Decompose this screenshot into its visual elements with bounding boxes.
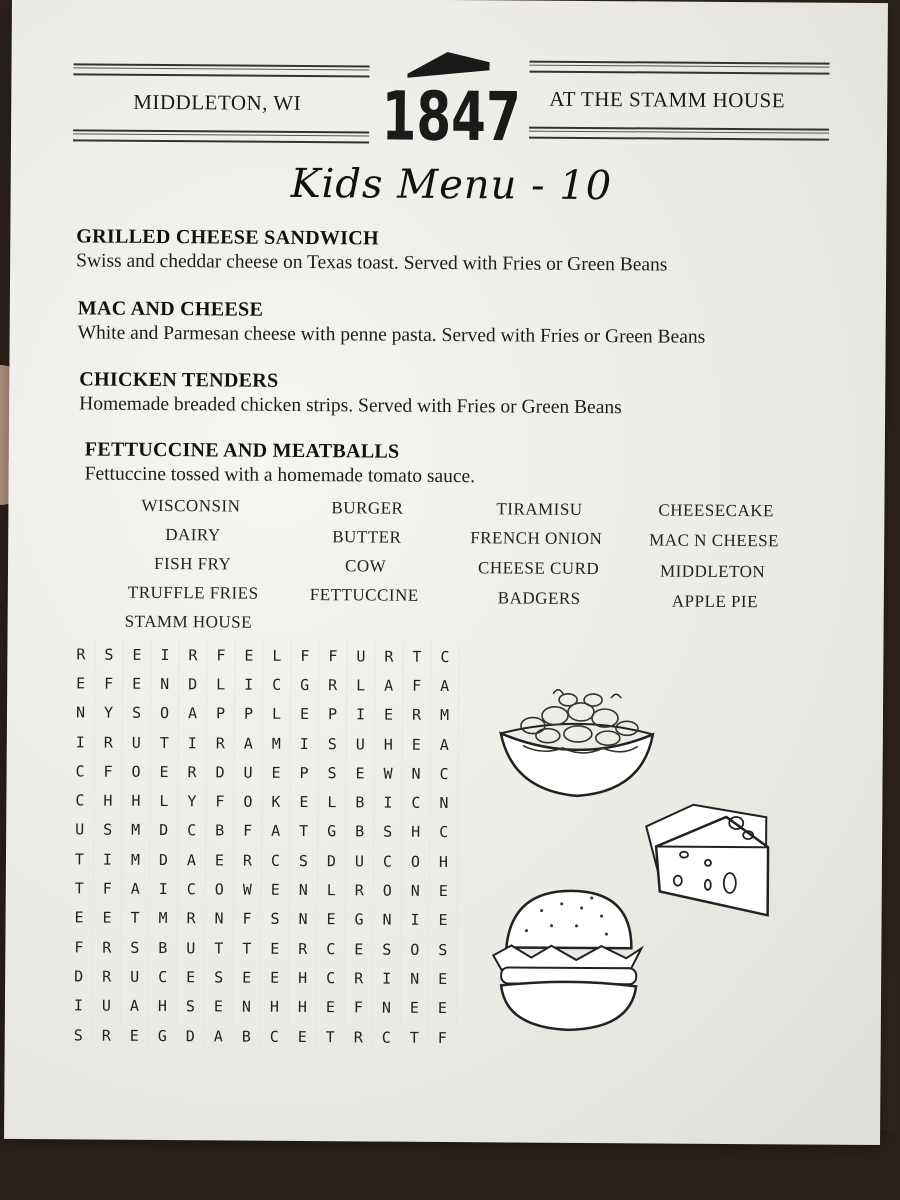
grid-letter: L xyxy=(347,671,375,700)
grid-letter: S xyxy=(319,729,347,758)
menu-item-name: GRILLED CHEESE SANDWICH xyxy=(76,225,379,250)
grid-letter: D xyxy=(177,1021,205,1050)
grid-letter: O xyxy=(122,757,150,786)
grid-letter: G xyxy=(318,817,346,846)
menu-item-name: MAC AND CHEESE xyxy=(77,297,264,321)
grid-letter: L xyxy=(318,875,346,904)
word-search-grid xyxy=(65,639,460,1052)
grid-letter: D xyxy=(65,962,93,991)
grid-letter: T xyxy=(205,933,233,962)
grid-letter: E xyxy=(261,963,289,992)
grid-letter: G xyxy=(149,1021,177,1050)
grid-letter: A xyxy=(179,699,207,728)
grid-letter: R xyxy=(179,640,207,669)
grid-letter: E xyxy=(67,669,95,698)
grid-letter: F xyxy=(291,641,319,670)
grid-letter: S xyxy=(429,935,457,964)
grid-letter: F xyxy=(429,1023,457,1052)
grid-letter: E xyxy=(123,669,151,698)
grid-letter: H xyxy=(122,786,150,815)
grid-letter: C xyxy=(178,816,206,845)
grid-letter: H xyxy=(261,992,289,1021)
word-list-item: FISH FRY xyxy=(153,553,232,574)
grid-letter: P xyxy=(319,700,347,729)
grid-letter: E xyxy=(290,787,318,816)
header-rule xyxy=(529,61,829,75)
grid-letter: H xyxy=(375,729,403,758)
grid-letter: N xyxy=(289,905,317,934)
grid-letter: L xyxy=(207,670,235,699)
grid-letter: U xyxy=(347,729,375,758)
grid-letter: U xyxy=(93,991,121,1020)
grid-letter: B xyxy=(346,817,374,846)
pasta-bowl-icon xyxy=(492,685,663,806)
grid-letter: E xyxy=(123,640,151,669)
grid-letter: E xyxy=(233,963,261,992)
menu-item xyxy=(85,438,476,488)
grid-letter: I xyxy=(373,964,401,993)
grid-letter: A xyxy=(205,1021,233,1050)
grid-letter: N xyxy=(402,759,430,788)
grid-letter: H xyxy=(289,963,317,992)
menu-item-description: Fettuccine tossed with a homemade tomato sauce. xyxy=(84,463,476,488)
grid-letter: E xyxy=(205,992,233,1021)
grid-letter: N xyxy=(401,964,429,993)
grid-letter: N xyxy=(151,669,179,698)
grid-letter: R xyxy=(375,642,403,671)
grid-letter: M xyxy=(431,700,459,729)
grid-letter: A xyxy=(431,730,459,759)
grid-letter: E xyxy=(317,993,345,1022)
venue-text: AT THE STAMM HOUSE xyxy=(549,86,786,113)
grid-letter: A xyxy=(262,817,290,846)
grid-letter: D xyxy=(206,758,234,787)
grid-letter: R xyxy=(207,728,235,757)
word-list-item: MIDDLETON xyxy=(659,561,766,582)
grid-letter: G xyxy=(291,670,319,699)
menu-item xyxy=(76,225,668,276)
grid-letter: R xyxy=(177,904,205,933)
word-list-item: TIRAMISU xyxy=(496,499,583,519)
grid-letter: U xyxy=(347,641,375,670)
grid-letter: O xyxy=(402,847,430,876)
grid-letter: L xyxy=(263,699,291,728)
header-rule xyxy=(529,127,829,141)
grid-letter: E xyxy=(261,934,289,963)
grid-letter: E xyxy=(429,993,457,1022)
word-list-item: BADGERS xyxy=(497,588,581,608)
grid-letter: E xyxy=(262,875,290,904)
grid-letter: E xyxy=(150,757,178,786)
grid-letter: C xyxy=(66,786,94,815)
grid-letter: D xyxy=(150,816,178,845)
grid-letter: U xyxy=(234,758,262,787)
grid-letter: O xyxy=(234,787,262,816)
grid-letter: C xyxy=(431,642,459,671)
grid-letter: P xyxy=(290,758,318,787)
menu-item-description: Swiss and cheddar cheese on Texas toast. Served with Fries or Green Beans xyxy=(76,250,668,276)
grid-letter: U xyxy=(177,933,205,962)
grid-letter: E xyxy=(375,700,403,729)
word-list-item: APPLE PIE xyxy=(671,591,759,612)
grid-letter: T xyxy=(317,1022,345,1051)
grid-letter: I xyxy=(94,845,122,874)
grid-letter: C xyxy=(178,875,206,904)
grid-letter: N xyxy=(205,904,233,933)
grid-letter: E xyxy=(177,962,205,991)
grid-letter: I xyxy=(291,729,319,758)
grid-letter: P xyxy=(207,699,235,728)
grid-letter: F xyxy=(65,932,93,961)
grid-letter: S xyxy=(123,698,151,727)
grid-letter: S xyxy=(261,904,289,933)
grid-letter: O xyxy=(401,935,429,964)
menu-item xyxy=(79,368,622,419)
grid-letter: F xyxy=(94,757,122,786)
grid-letter: U xyxy=(123,728,151,757)
grid-letter: R xyxy=(95,727,123,756)
grid-letter: T xyxy=(403,642,431,671)
word-list-item: BUTTER xyxy=(332,527,402,547)
grid-letter: S xyxy=(374,817,402,846)
grid-letter: S xyxy=(373,934,401,963)
grid-letter: C xyxy=(402,788,430,817)
grid-letter: L xyxy=(150,786,178,815)
grid-letter: O xyxy=(151,699,179,728)
grid-letter: B xyxy=(206,816,234,845)
grid-letter: I xyxy=(179,728,207,757)
grid-letter: H xyxy=(289,992,317,1021)
grid-letter: C xyxy=(430,818,458,847)
cheese-wedge-icon xyxy=(638,796,789,927)
grid-letter: S xyxy=(95,640,123,669)
grid-letter: R xyxy=(319,670,347,699)
grid-letter: R xyxy=(67,639,95,668)
grid-letter: N xyxy=(67,698,95,727)
grid-letter: C xyxy=(66,757,94,786)
grid-letter: C xyxy=(149,962,177,991)
grid-letter: F xyxy=(206,787,234,816)
grid-letter: R xyxy=(93,933,121,962)
grid-letter: M xyxy=(122,845,150,874)
grid-letter: R xyxy=(403,700,431,729)
word-list-item: CHEESECAKE xyxy=(658,500,774,521)
grid-letter: T xyxy=(233,933,261,962)
grid-letter: B xyxy=(233,1021,261,1050)
grid-letter: D xyxy=(318,846,346,875)
grid-letter: S xyxy=(65,1020,93,1049)
grid-letter: R xyxy=(234,846,262,875)
grid-letter: C xyxy=(263,670,291,699)
grid-letter: E xyxy=(346,758,374,787)
grid-letter: I xyxy=(151,640,179,669)
grid-letter: S xyxy=(290,846,318,875)
grid-letter: U xyxy=(66,815,94,844)
grid-letter: F xyxy=(234,816,262,845)
grid-letter: S xyxy=(94,815,122,844)
grid-letter: D xyxy=(179,669,207,698)
grid-letter: T xyxy=(401,1023,429,1052)
logo-text: 1847 xyxy=(381,77,521,158)
grid-letter: A xyxy=(121,991,149,1020)
word-list-item: CHEESE CURD xyxy=(477,558,600,579)
grid-letter: D xyxy=(150,845,178,874)
grid-letter: A xyxy=(122,874,150,903)
grid-letter: F xyxy=(94,874,122,903)
word-list-item: WISCONSIN xyxy=(141,495,241,516)
grid-letter: E xyxy=(289,1022,317,1051)
grid-letter: C xyxy=(317,963,345,992)
grid-letter: E xyxy=(403,730,431,759)
grid-letter: H xyxy=(149,991,177,1020)
word-list-item: BURGER xyxy=(331,498,404,518)
grid-letter: S xyxy=(205,963,233,992)
menu-item-name: FETTUCCINE AND MEATBALLS xyxy=(84,438,400,463)
grid-letter: S xyxy=(177,992,205,1021)
grid-letter: E xyxy=(235,641,263,670)
grid-letter: M xyxy=(263,729,291,758)
grid-letter: H xyxy=(402,817,430,846)
grid-letter: E xyxy=(93,903,121,932)
grid-letter: H xyxy=(94,786,122,815)
grid-letter: T xyxy=(66,844,94,873)
grid-letter: B xyxy=(346,788,374,817)
grid-letter: E xyxy=(345,934,373,963)
grid-letter: H xyxy=(430,847,458,876)
grid-letter: F xyxy=(345,993,373,1022)
grid-letter: I xyxy=(65,991,93,1020)
grid-letter: Y xyxy=(178,787,206,816)
grid-letter: N xyxy=(233,992,261,1021)
grid-letter: Y xyxy=(95,698,123,727)
grid-letter: B xyxy=(149,933,177,962)
word-list-item: COW xyxy=(344,556,387,576)
word-list-item: MAC N CHEESE xyxy=(649,530,780,551)
grid-letter: S xyxy=(318,758,346,787)
grid-letter: U xyxy=(346,846,374,875)
grid-letter: E xyxy=(291,700,319,729)
grid-letter: W xyxy=(234,875,262,904)
grid-letter: W xyxy=(374,759,402,788)
word-list-item: TRUFFLE FRIES xyxy=(127,582,259,603)
grid-letter: C xyxy=(430,759,458,788)
grid-letter: N xyxy=(373,993,401,1022)
kids-menu-page xyxy=(4,0,888,1145)
grid-letter: R xyxy=(93,1020,121,1049)
grid-letter: N xyxy=(290,875,318,904)
grid-letter: G xyxy=(345,905,373,934)
grid-letter: C xyxy=(373,1022,401,1051)
grid-letter: P xyxy=(235,699,263,728)
grid-letter: S xyxy=(121,933,149,962)
menu-item-name: CHICKEN TENDERS xyxy=(79,368,279,392)
grid-letter: E xyxy=(206,845,234,874)
grid-letter: E xyxy=(429,964,457,993)
grid-letter: M xyxy=(122,816,150,845)
grid-letter: A xyxy=(431,671,459,700)
header-rule xyxy=(73,129,369,143)
grid-letter: R xyxy=(289,934,317,963)
grid-letter: L xyxy=(318,788,346,817)
grid-letter: T xyxy=(66,874,94,903)
1847-logo xyxy=(381,48,521,158)
grid-letter: E xyxy=(401,993,429,1022)
grid-letter: R xyxy=(178,757,206,786)
grid-letter: T xyxy=(151,728,179,757)
grid-letter: E xyxy=(429,906,457,935)
grid-letter: R xyxy=(345,964,373,993)
menu-item xyxy=(78,297,706,348)
grid-letter: N xyxy=(373,905,401,934)
grid-letter: R xyxy=(346,876,374,905)
menu-item-description: White and Parmesan cheese with penne pasta. Served with Fries or Green Beans xyxy=(77,322,706,348)
grid-letter: F xyxy=(95,669,123,698)
grid-letter: R xyxy=(345,1022,373,1051)
grid-letter: E xyxy=(121,1021,149,1050)
grid-letter: F xyxy=(233,904,261,933)
grid-letter: N xyxy=(430,788,458,817)
location-text: MIDDLETON, WI xyxy=(133,89,302,115)
grid-letter: O xyxy=(374,876,402,905)
grid-letter: A xyxy=(375,671,403,700)
menu-item-description: Homemade breaded chicken strips. Served with Fries or Green Beans xyxy=(79,393,622,419)
grid-letter: T xyxy=(290,817,318,846)
grid-letter: A xyxy=(178,845,206,874)
grid-letter: K xyxy=(262,787,290,816)
page-title: Kids Menu - 10 xyxy=(290,160,613,210)
grid-letter: I xyxy=(235,670,263,699)
word-list-item: FETTUCCINE xyxy=(309,585,419,605)
grid-letter: F xyxy=(319,641,347,670)
grid-letter: R xyxy=(93,962,121,991)
grid-letter: T xyxy=(121,903,149,932)
grid-letter: E xyxy=(430,876,458,905)
grid-letter: C xyxy=(262,846,290,875)
grid-letter: F xyxy=(403,671,431,700)
word-list-item: DAIRY xyxy=(165,525,221,545)
grid-letter: M xyxy=(149,904,177,933)
grid-letter: C xyxy=(374,847,402,876)
grid-letter: I xyxy=(150,874,178,903)
header-rule xyxy=(73,63,369,77)
grid-letter: I xyxy=(374,788,402,817)
grid-letter: E xyxy=(317,905,345,934)
grid-letter: F xyxy=(207,640,235,669)
grid-letter: O xyxy=(206,875,234,904)
word-list-item: FRENCH ONION xyxy=(470,528,603,549)
word-list-item: STAMM HOUSE xyxy=(124,611,253,632)
grid-letter: I xyxy=(347,700,375,729)
grid-letter: I xyxy=(67,727,95,756)
grid-letter: U xyxy=(121,962,149,991)
grid-letter: E xyxy=(65,903,93,932)
grid-letter: N xyxy=(402,876,430,905)
grid-letter: A xyxy=(235,728,263,757)
grid-letter: E xyxy=(262,758,290,787)
burger-icon xyxy=(481,885,652,1036)
grid-letter: C xyxy=(317,934,345,963)
grid-letter: L xyxy=(263,641,291,670)
grid-letter: C xyxy=(261,1022,289,1051)
grid-letter: I xyxy=(401,905,429,934)
